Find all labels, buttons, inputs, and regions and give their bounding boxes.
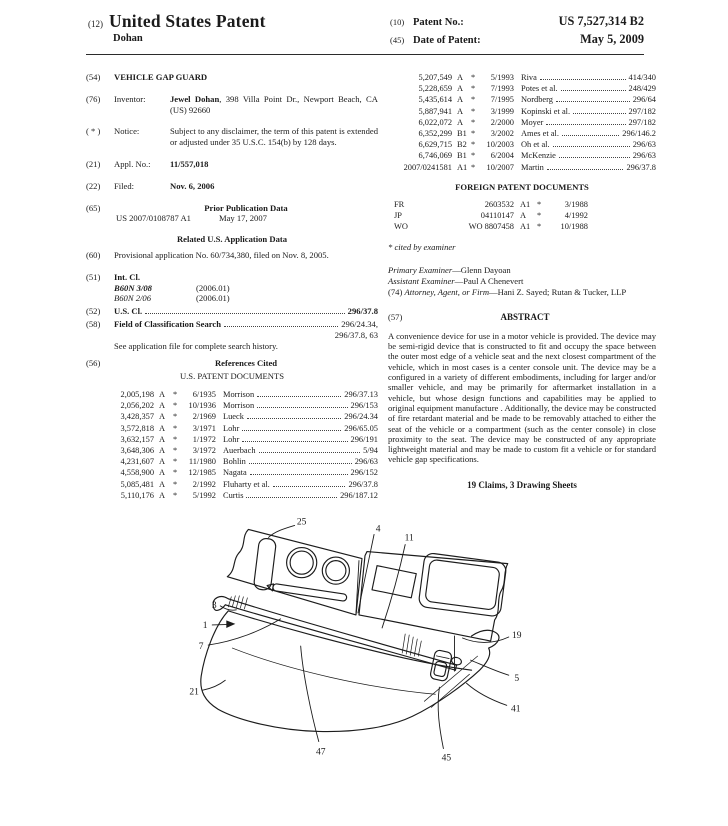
dot-leader (145, 313, 344, 314)
field-code: (58) (86, 318, 101, 329)
cited-patent-number: 5,085,481 (120, 479, 154, 489)
examiner-cited-star: * (471, 129, 476, 139)
attorney-line (388, 287, 656, 298)
citation-date: 10/2007 (486, 162, 514, 172)
gap-guard-top-edge (228, 599, 456, 665)
cited-patent-number: 2007/0241581 (403, 162, 452, 172)
examiner-cited-star: * (173, 490, 178, 500)
citation-name: Oh et al. (521, 140, 550, 150)
citation-date: 5/1993 (490, 73, 514, 82)
citation-name: Kopinski et al. (521, 106, 571, 116)
vehicle-gap-guard-figure (168, 503, 560, 771)
patent-citation-row (86, 479, 378, 490)
patent-citation-row (388, 162, 656, 173)
int-cl-class: B60N 2/06 (114, 293, 152, 304)
patent-citation-row (388, 106, 656, 117)
field-search-note: See application file for complete search history. (114, 340, 278, 351)
dot-leader (546, 124, 625, 125)
citation-class: 296/63 (632, 140, 656, 150)
citation-date: 3/1972 (192, 445, 216, 455)
figure-ref-1: 1 (202, 619, 208, 631)
citation-date: 10/1988 (560, 222, 588, 232)
examiners-block (388, 265, 656, 298)
dot-leader (257, 407, 347, 408)
kind-code: A (159, 401, 166, 411)
provisional-text: Provisional application No. 60/734,380, filed on Nov. 8, 2005. (114, 249, 329, 260)
patent-citation-row (86, 389, 378, 400)
foreign-patent-number: WO 8807458 (468, 222, 514, 232)
citation-name: Lohr (223, 423, 240, 433)
kind-code: A (457, 95, 464, 105)
inventor-name: Jewel Dohan (170, 93, 220, 104)
field-code: (76) (86, 93, 101, 104)
dot-leader (247, 418, 341, 419)
foreign-citation-row (388, 210, 656, 221)
kind-code: A (159, 490, 166, 500)
inventor-surname: Dohan (113, 33, 143, 44)
citation-class: 296/63 (632, 151, 656, 161)
dot-leader (246, 497, 337, 498)
cup-holder-left (287, 548, 317, 578)
examiner-cited-star: * (471, 73, 476, 82)
int-cl-row (114, 283, 378, 294)
kind-code: A (159, 423, 166, 433)
examiner-cited-star: * (173, 389, 178, 399)
dot-leader (547, 169, 624, 170)
shifter-bezel (372, 566, 416, 598)
kind-code: A (457, 73, 464, 82)
patent-citation-row (388, 139, 656, 150)
kind-code: A1 (520, 222, 531, 232)
examiner-cited-star: * (173, 401, 178, 411)
section-54-title (86, 72, 378, 83)
citation-name: Lueck (223, 412, 244, 422)
field-search-body (114, 319, 378, 351)
section-65-prior-pub (86, 203, 378, 214)
armrest-pad-inner (425, 559, 500, 610)
kind-code: A1 (457, 162, 468, 172)
citation-name: Martin (521, 162, 544, 172)
country-code: WO (394, 222, 408, 232)
patent-header (0, 0, 728, 50)
field-code: (21) (86, 158, 101, 169)
int-cl-class: B60N 3/08 (114, 282, 152, 293)
kind-code: A (457, 106, 464, 116)
citation-class: 296/37.13 (344, 389, 378, 399)
patent-citation-row (388, 72, 656, 83)
country-code: FR (394, 199, 405, 209)
field-code: (56) (86, 358, 101, 369)
kind-code: A (159, 389, 166, 399)
kind-code: A (457, 117, 464, 127)
citation-date: 4/1992 (564, 210, 588, 220)
examiner-cited-star: * (471, 117, 476, 127)
citation-date: 3/1988 (564, 199, 588, 209)
examiner-cited-star: * (471, 140, 476, 150)
cited-by-examiner-note: * cited by examiner (388, 242, 456, 253)
patent-citation-row (86, 434, 378, 445)
citation-class: 296/152 (350, 468, 378, 478)
foreign-patent-number: 2603532 (484, 199, 514, 209)
int-cl-version: (2006.01) (196, 293, 230, 304)
citation-class: 296/64 (632, 95, 656, 105)
abstract-header (388, 312, 656, 323)
inventor-details (170, 94, 378, 116)
dot-leader (259, 452, 361, 453)
patent-citation-row (86, 423, 378, 434)
field-search-value2: 296/37.8, 63 (334, 329, 378, 340)
citation-date: 3/1971 (192, 423, 216, 433)
seat-seam (232, 648, 435, 694)
dot-leader (559, 157, 630, 158)
prior-publication-heading: Prior Publication Data (204, 202, 288, 213)
citation-class: 297/182 (628, 106, 656, 116)
abstract-heading: ABSTRACT (500, 312, 550, 323)
right-column (388, 72, 656, 501)
appl-no-label: Appl. No.: (114, 158, 151, 169)
int-cl-version: (2006.01) (196, 282, 230, 293)
citation-class: 297/182 (628, 117, 656, 127)
patent-citation-row (86, 445, 378, 456)
cited-patent-number: 3,428,357 (120, 412, 154, 422)
notice-label: Notice: (114, 126, 140, 137)
kind-code: A (159, 479, 166, 489)
cited-patent-number: 3,632,157 (120, 434, 154, 444)
citation-date: 7/1993 (490, 84, 514, 94)
dot-leader (540, 79, 626, 80)
section-52-us-cl (86, 306, 378, 317)
left-column (86, 72, 378, 501)
dot-leader (573, 113, 625, 114)
citation-class: 296/153 (350, 401, 378, 411)
examiner-cited-star: * (471, 151, 476, 161)
filed-label: Filed: (114, 180, 135, 191)
abstract-text: A convenience device for use in a motor vehicle is provided. The device may be semi-rigid device that is constructed to fit and occupy the space between the outer most edge of a vehicle seat and the next closest compartment of the vehicle, which in most cases is a center console unit. The device may be a configured in a variety of different embodiments, including for larger and/or smaller vehicle, and may be primarily for aftermarket installation in a vehicle, but whose design functions and capabilities may be applied to original equipment manufacture . Additionally, the device may be constructed of fire retardant material and be made to be removably attached to either the seat of the vehicle or a compartment (such as the center console) in close proximity to the seat. The device may be constructed of any appropriate lightweight material and may be made to custom fit a vehicle or for standard vehicle gap specifications. (388, 330, 656, 465)
invention-title: VEHICLE GAP GUARD (114, 72, 208, 82)
arrowhead-ref-1 (226, 620, 235, 628)
citation-date: 3/2002 (490, 129, 514, 139)
citation-name: Fluharty et al. (223, 479, 270, 489)
section-60-provisional (86, 250, 378, 261)
kind-code: B2 (457, 140, 467, 150)
citation-name: Morrison (223, 401, 255, 411)
citation-class: 296/65.05 (344, 423, 378, 433)
patent-no-label: Patent No.: (413, 17, 464, 28)
dot-leader (553, 146, 630, 147)
foreign-patent-number: 04110147 (480, 210, 514, 220)
examiner-cited-star: * (471, 106, 476, 116)
cited-patent-number: 5,228,659 (418, 84, 452, 94)
field-code-74: (74) (388, 287, 405, 298)
citation-date: 7/1995 (490, 95, 514, 105)
date-of-patent: May 5, 2009 (580, 32, 644, 46)
field-code: ( * ) (86, 126, 101, 137)
us-patent-documents-heading: U.S. PATENT DOCUMENTS (179, 371, 285, 382)
bibliographic-columns (0, 55, 728, 501)
examiner-cited-star: * (173, 412, 178, 422)
patent-drawing (0, 503, 728, 771)
citation-name: Ames et al. (521, 129, 559, 139)
pen-body (272, 583, 347, 601)
section-22-filed (86, 181, 378, 192)
field-code-10: (10) (390, 17, 405, 27)
citation-class: 296/191 (350, 434, 378, 444)
citation-date: 1/1972 (192, 434, 216, 444)
examiner-cited-star: * (173, 434, 178, 444)
patent-citation-row (86, 456, 378, 467)
patent-citation-row (388, 83, 656, 94)
citation-class: 296/146.2 (622, 129, 656, 139)
publication-number: US 2007/0108787 A1 (116, 213, 191, 224)
date-of-patent-label: Date of Patent: (413, 35, 481, 46)
kind-code: A (159, 434, 166, 444)
inventor-label: Inventor: (114, 93, 146, 104)
citation-class: 296/63 (354, 457, 378, 467)
dot-leader (242, 430, 341, 431)
examiner-cited-star: * (173, 445, 178, 455)
kind-code: A (457, 84, 464, 94)
citation-class: 248/429 (628, 84, 656, 94)
citation-name: Bohlin (223, 457, 246, 467)
citation-name: Nordberg (521, 95, 553, 105)
filed-date: Nov. 6, 2006 (170, 180, 215, 191)
section-21-appl-no (86, 159, 378, 170)
examiner-cited-star: * (471, 95, 476, 105)
figure-ref-5: 5 (514, 673, 520, 685)
patent-citation-row (86, 490, 378, 501)
us-cl-value: 296/37.8 (347, 306, 378, 317)
kind-code: A (520, 210, 527, 220)
notice-text: Subject to any disclaimer, the term of this patent is extended or adjusted under 35 U.S.C. 154(b) by 128 days. (170, 126, 378, 148)
citation-name: Curtis (223, 490, 244, 500)
citation-class: 296/24.34 (344, 412, 378, 422)
examiner-cited-star: * (537, 199, 542, 209)
field-code: (22) (86, 180, 101, 191)
cited-patent-number: 3,572,818 (120, 423, 154, 433)
citation-class: 414/340 (628, 73, 656, 82)
prior-publication-row (86, 213, 378, 224)
section-56-references (86, 358, 378, 369)
dot-leader (561, 90, 626, 91)
us-cl-label: U.S. Cl. (114, 306, 143, 317)
section-76-inventor (86, 94, 378, 116)
foreign-citation-row (388, 199, 656, 210)
citation-class: 296/37.8 (348, 479, 378, 489)
examiner-cited-star: * (537, 222, 542, 232)
kind-code: A (159, 468, 166, 478)
primary-examiner-label: Primary Examiner (388, 265, 453, 276)
patent-citation-row (388, 94, 656, 105)
citation-name: Auerbach (223, 445, 256, 455)
figure-ref-45: 45 (441, 752, 452, 764)
cited-patent-number: 5,110,176 (120, 490, 154, 500)
figure-ref-19: 19 (512, 629, 522, 641)
citation-name: Morrison (223, 389, 255, 399)
section-notice (86, 126, 378, 148)
field-search-label: Field of Classification Search (114, 318, 222, 329)
inventor-address: , 398 Villa Point Dr., Newport Beach, CA (US) 92660 (170, 93, 378, 115)
citation-name: Potes et al. (521, 84, 558, 94)
dot-leader (273, 486, 346, 487)
figure-ref-25: 25 (296, 516, 307, 528)
int-cl-label: Int. Cl. (114, 271, 141, 282)
citation-name: Lohr (223, 434, 240, 444)
citation-date: 10/2003 (486, 140, 514, 150)
examiner-cited-star: * (471, 162, 476, 172)
cited-patent-number: 5,435,614 (418, 95, 452, 105)
figure-ref-11: 11 (404, 532, 414, 544)
cited-patent-number: 4,231,607 (120, 457, 154, 467)
patent-citation-row (86, 467, 378, 478)
field-code-57: (57) (388, 312, 403, 323)
citation-date: 6/1935 (192, 389, 216, 399)
dot-leader (242, 441, 347, 442)
kind-code: A (159, 412, 166, 422)
cited-patent-number: 6,352,299 (418, 129, 452, 139)
us-patents-table-left (86, 389, 378, 501)
figure-ref-41: 41 (511, 703, 521, 715)
cited-patent-number: 5,207,549 (418, 73, 452, 82)
cited-patent-number: 2,056,202 (120, 401, 154, 411)
kind-code: A (159, 445, 166, 455)
figure-ref-7: 7 (198, 641, 204, 653)
dot-leader (224, 326, 338, 327)
section-58-field-search (86, 319, 378, 351)
figure-ref-47: 47 (316, 746, 326, 758)
figure-ref-3: 3 (211, 599, 217, 611)
patent-number: US 7,527,314 B2 (558, 14, 644, 28)
field-code: (51) (86, 271, 101, 282)
examiner-cited-star: * (173, 457, 178, 467)
country-code: JP (394, 210, 402, 220)
field-code: (52) (86, 306, 101, 317)
section-51-int-cl (86, 272, 378, 304)
citation-date: 11/1980 (188, 457, 216, 467)
dot-leader (250, 474, 348, 475)
field-code: (54) (86, 72, 101, 82)
citation-name: Nagata (223, 468, 247, 478)
citation-class: 296/187.12 (340, 490, 378, 500)
citation-name: Riva (521, 73, 537, 82)
assistant-examiner-label: Assistant Examiner (388, 276, 455, 287)
field-search-value: 296/24.34, (341, 318, 378, 329)
citation-date: 2/1969 (192, 412, 216, 422)
us-patents-table-right (388, 72, 656, 173)
citation-date: 10/1936 (188, 401, 216, 411)
cited-patent-number: 2,005,198 (120, 389, 154, 399)
patent-citation-row (86, 411, 378, 422)
citation-date: 5/1992 (192, 490, 216, 500)
dot-leader (257, 396, 341, 397)
related-app-heading: Related U.S. Application Data (176, 234, 288, 245)
kind-code: B1 (457, 151, 467, 161)
int-cl-row (114, 293, 378, 304)
foreign-patents-heading: FOREIGN PATENT DOCUMENTS (455, 181, 589, 192)
appl-no-value: 11/557,018 (170, 158, 209, 169)
field-code: (65) (86, 202, 101, 213)
citation-date: 3/1999 (490, 106, 514, 116)
patent-citation-row (388, 150, 656, 161)
cited-patent-number: 6,746,069 (418, 151, 452, 161)
kind-code: B1 (457, 129, 467, 139)
examiner-cited-star: * (173, 468, 178, 478)
publication-date: May 17, 2007 (218, 213, 267, 224)
citation-name: McKenzie (521, 151, 556, 161)
examiner-cited-star: * (173, 479, 178, 489)
kind-code: A (159, 457, 166, 467)
figure-ref-21: 21 (189, 686, 199, 698)
citation-date: 6/2004 (490, 151, 514, 161)
cited-patent-number: 3,648,306 (120, 445, 154, 455)
examiner-cited-star: * (173, 423, 178, 433)
assistant-examiner-name: —Paul A Chenevert (454, 276, 524, 287)
document-title: United States Patent (109, 11, 266, 31)
gap-guard-bottom-edge (225, 605, 455, 670)
field-code: (60) (86, 249, 101, 260)
attorney-name: —Hani Z. Sayed; Rutan & Tucker, LLP (489, 287, 627, 298)
dot-leader (562, 135, 619, 136)
armrest-outline (359, 552, 508, 641)
primary-examiner-name: —Glenn Dayoan (452, 265, 511, 276)
references-cited-heading: References Cited (214, 358, 278, 369)
header-left (88, 11, 266, 50)
console-slot (253, 538, 276, 591)
patent-citation-row (388, 128, 656, 139)
examiner-cited-star: * (537, 210, 542, 220)
header-right (390, 11, 644, 50)
citation-date: 12/1985 (188, 468, 216, 478)
dot-leader (249, 463, 352, 464)
patent-citation-row (388, 117, 656, 128)
cited-patent-number: 5,887,941 (418, 106, 452, 116)
examiner-cited-star: * (471, 84, 476, 94)
citation-date: 2/2000 (490, 117, 514, 127)
field-code-12: (12) (88, 19, 103, 29)
citation-class: 5/94 (363, 445, 378, 455)
claims-drawing-sheets-line: 19 Claims, 3 Drawing Sheets (467, 479, 577, 490)
cited-patent-number: 6,022,072 (418, 117, 452, 127)
cited-patent-number: 6,629,715 (418, 140, 452, 150)
field-code-45: (45) (390, 35, 405, 45)
foreign-patents-table (388, 199, 656, 233)
figure-ref-4: 4 (375, 523, 381, 535)
int-cl-body (114, 272, 378, 304)
attorney-label: Attorney, Agent, or Firm (404, 287, 490, 298)
citation-name: Moyer (521, 117, 544, 127)
foreign-citation-row (388, 221, 656, 232)
patent-citation-row (86, 400, 378, 411)
dot-leader (556, 101, 630, 102)
cited-patent-number: 4,558,900 (120, 468, 154, 478)
citation-class: 296/37.8 (626, 162, 656, 172)
citation-date: 2/1992 (192, 479, 216, 489)
kind-code: A1 (520, 199, 531, 209)
reference-numerals (189, 516, 521, 763)
